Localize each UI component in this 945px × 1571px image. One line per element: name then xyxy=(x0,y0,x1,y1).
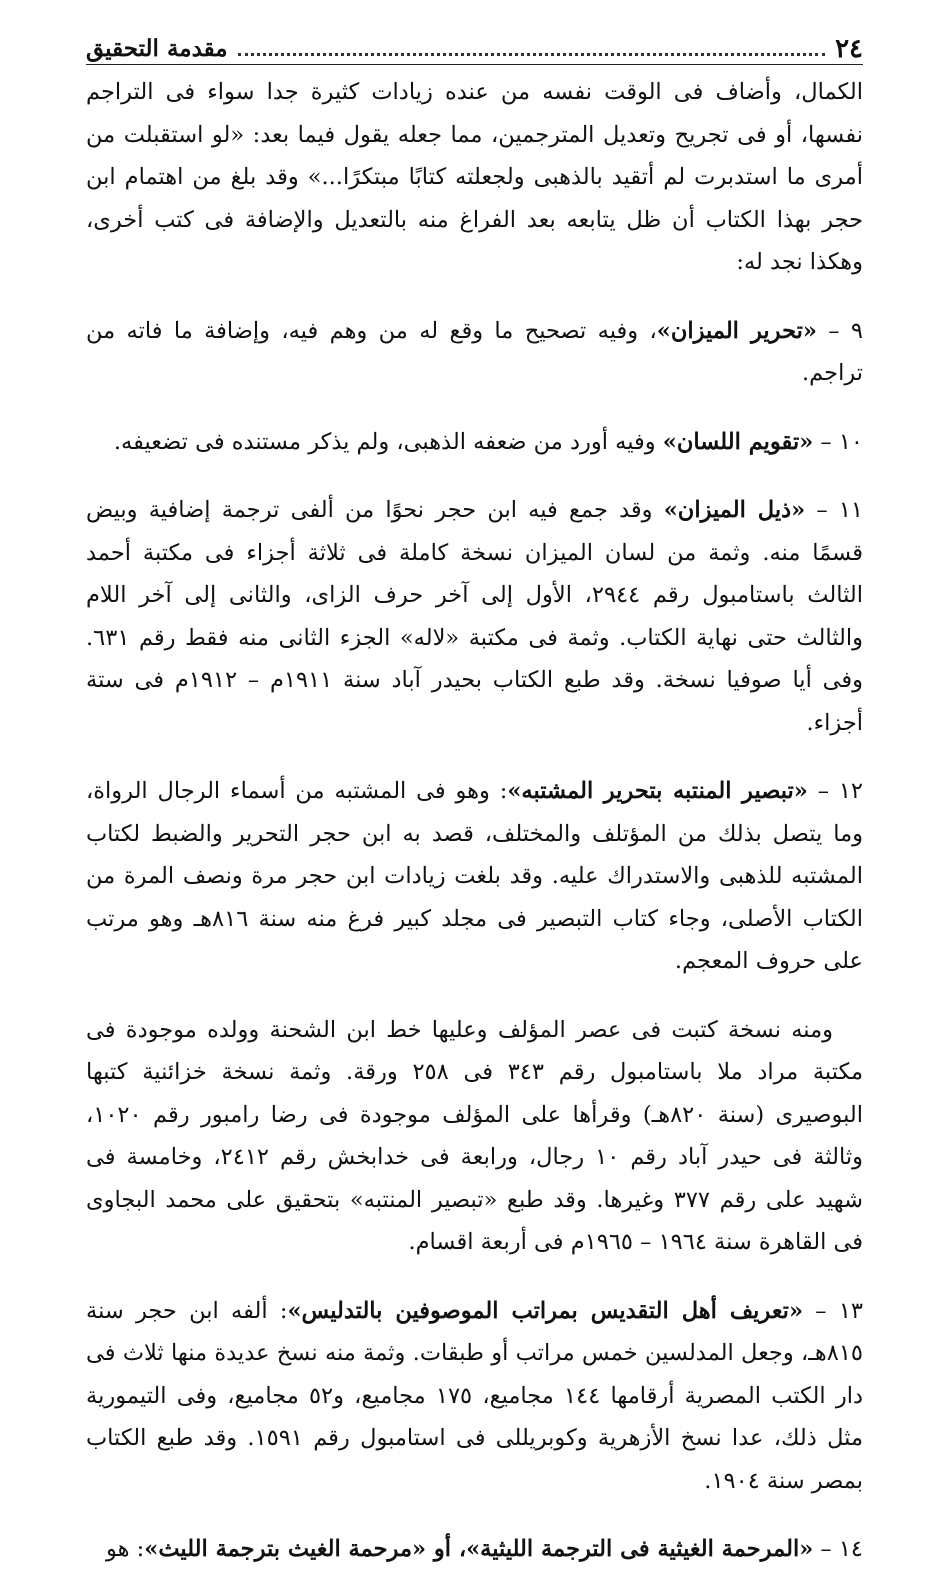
page-number: ٢٤ xyxy=(835,34,863,64)
item-number: ١٤ – xyxy=(813,1536,863,1562)
book-title: «تحرير الميزان» xyxy=(656,317,817,344)
item-description: وفيه أورد من ضعفه الذهبى، ولم يذكر مستنده فى تضعيفه. xyxy=(113,428,663,455)
item-description: : هو xyxy=(106,1536,145,1562)
item-description: : وهو فى المشتبه من أسماء الرجال الرواة، وما يتصل بذلك من المؤتلف والمختلف، قصد به ابن حجر التحرير والضبط لكتاب المشتبه للذهبى والاستدراك عليه. وقد بلغت زيادات ابن حجر مرة ونصف المرة من الكتاب الأصلى، وجاء كتاب التبصير فى مجلد كبير فرغ منه سنة ٨١٦هـ وهو مرتب على حروف المعجم. xyxy=(86,778,863,974)
item-number: ١٣ – xyxy=(803,1297,864,1324)
list-item-13 xyxy=(86,1290,863,1503)
body-text xyxy=(86,71,863,1571)
item-description: ، وفيه تصحيح ما وقع له من وهم فيه، وإضافة ما فاته من تراجم. xyxy=(86,317,863,386)
running-header xyxy=(86,18,863,65)
book-title: «المرحمة الغيثية فى الترجمة الليثية»، أو «مرحمة الغيث بترجمة الليث» xyxy=(144,1536,814,1562)
item-number: ١١ – xyxy=(805,497,864,523)
book-title: «تعريف أهل التقديس بمراتب الموصوفين بالتدليس» xyxy=(287,1297,804,1324)
paragraph-text: الكمال، وأضاف فى الوقت نفسه من عنده زيادات كثيرة جدا سواء فى التراجم نفسها، أو فى تجريح وتعديل المترجمين، مما جعله يقول فيما بعد: «لو استقبلت من أمرى ما استدبرت لم أتقيد بالذهبى ولجعلته كتابًا مبتكرًا...» وقد بلغ من اهتمام ابن حجر بهذا الكتاب أن ظل يتابعه بعد الفراغ منه بالتعديل والإضافة فى كتب أخرى، وهكذا نجد له: xyxy=(86,79,863,275)
book-title: «ذيل الميزان» xyxy=(663,497,806,523)
item-number: ١٢ – xyxy=(807,778,863,804)
list-item-14 xyxy=(86,1528,863,1571)
paragraph-text: ومنه نسخة كتبت فى عصر المؤلف وعليها خط ابن الشحنة وولده موجودة فى مكتبة مراد ملا باستامبول رقم ٣٤٣ فى ٢٥٨ ورقة. وثمة نسخة خزائنية كتبها البوصيرى (سنة ٨٢٠هـ) وقرأها على المؤلف موجودة فى رضا رامبور رقم ١٠٢٠، وثالثة فى حيدر آباد رقم ١٠ رجال، ورابعة فى خدابخش رقم ٢٤١٢، وخامسة فى شهيد على رقم ٣٧٧ وغيرها. وقد طبع «تبصير المنتبه» بتحقيق على محمد البجاوى فى القاهرة سنة ١٩٦٤ – ١٩٦٥م فى أربعة اقسام. xyxy=(86,1016,863,1255)
list-item-12 xyxy=(86,770,863,983)
item-number: ١٠ – xyxy=(813,428,863,455)
list-item-9 xyxy=(86,310,863,395)
item-number: ٩ – xyxy=(816,317,863,344)
list-item-11 xyxy=(86,489,863,744)
section-title: مقدمة التحقيق xyxy=(86,35,228,62)
book-title: «تبصير المنتبه بتحرير المشتبه» xyxy=(507,778,808,804)
paragraph-intro-continuation xyxy=(86,71,863,284)
dotted-leader xyxy=(238,53,825,56)
item-description: : ألفه ابن حجر سنة ٨١٥هـ، وجعل المدلسين خمس مراتب أو طبقات. وثمة منه نسخ عديدة منها ثلاث فى دار الكتب المصرية أرقامها ١٤٤ مجاميع، ١٧٥ مجاميع، و٥٢ مجاميع، وفى التيمورية مثل ذلك، عدا نسخ الأزهرية وكوبريللى فى استامبول رقم ١٥٩١. وقد طبع الكتاب بمصر سنة ١٩٠٤. xyxy=(86,1297,863,1494)
item-description: وقد جمع فيه ابن حجر نحوًا من ألفى ترجمة إضافية وبيض قسمًا منه. وثمة من لسان الميزان نسخة كاملة فى ثلاثة أجزاء فى مكتبة أحمد الثالث باستامبول رقم ٢٩٤٤، الأول إلى آخر حرف الزاى، والثانى إلى آخر اللام والثالث حتى نهاية الكتاب. وثمة فى مكتبة «لاله» الجزء الثانى منه فقط رقم ٦٣١. وفى أيا صوفيا نسخة. وقد طبع الكتاب بحيدر آباد سنة ١٩١١م – ١٩١٢م فى ستة أجزاء. xyxy=(86,497,864,736)
list-item-10 xyxy=(86,421,863,464)
paragraph-manuscripts xyxy=(86,1009,863,1264)
book-title: «تقويم اللسان» xyxy=(662,428,814,455)
